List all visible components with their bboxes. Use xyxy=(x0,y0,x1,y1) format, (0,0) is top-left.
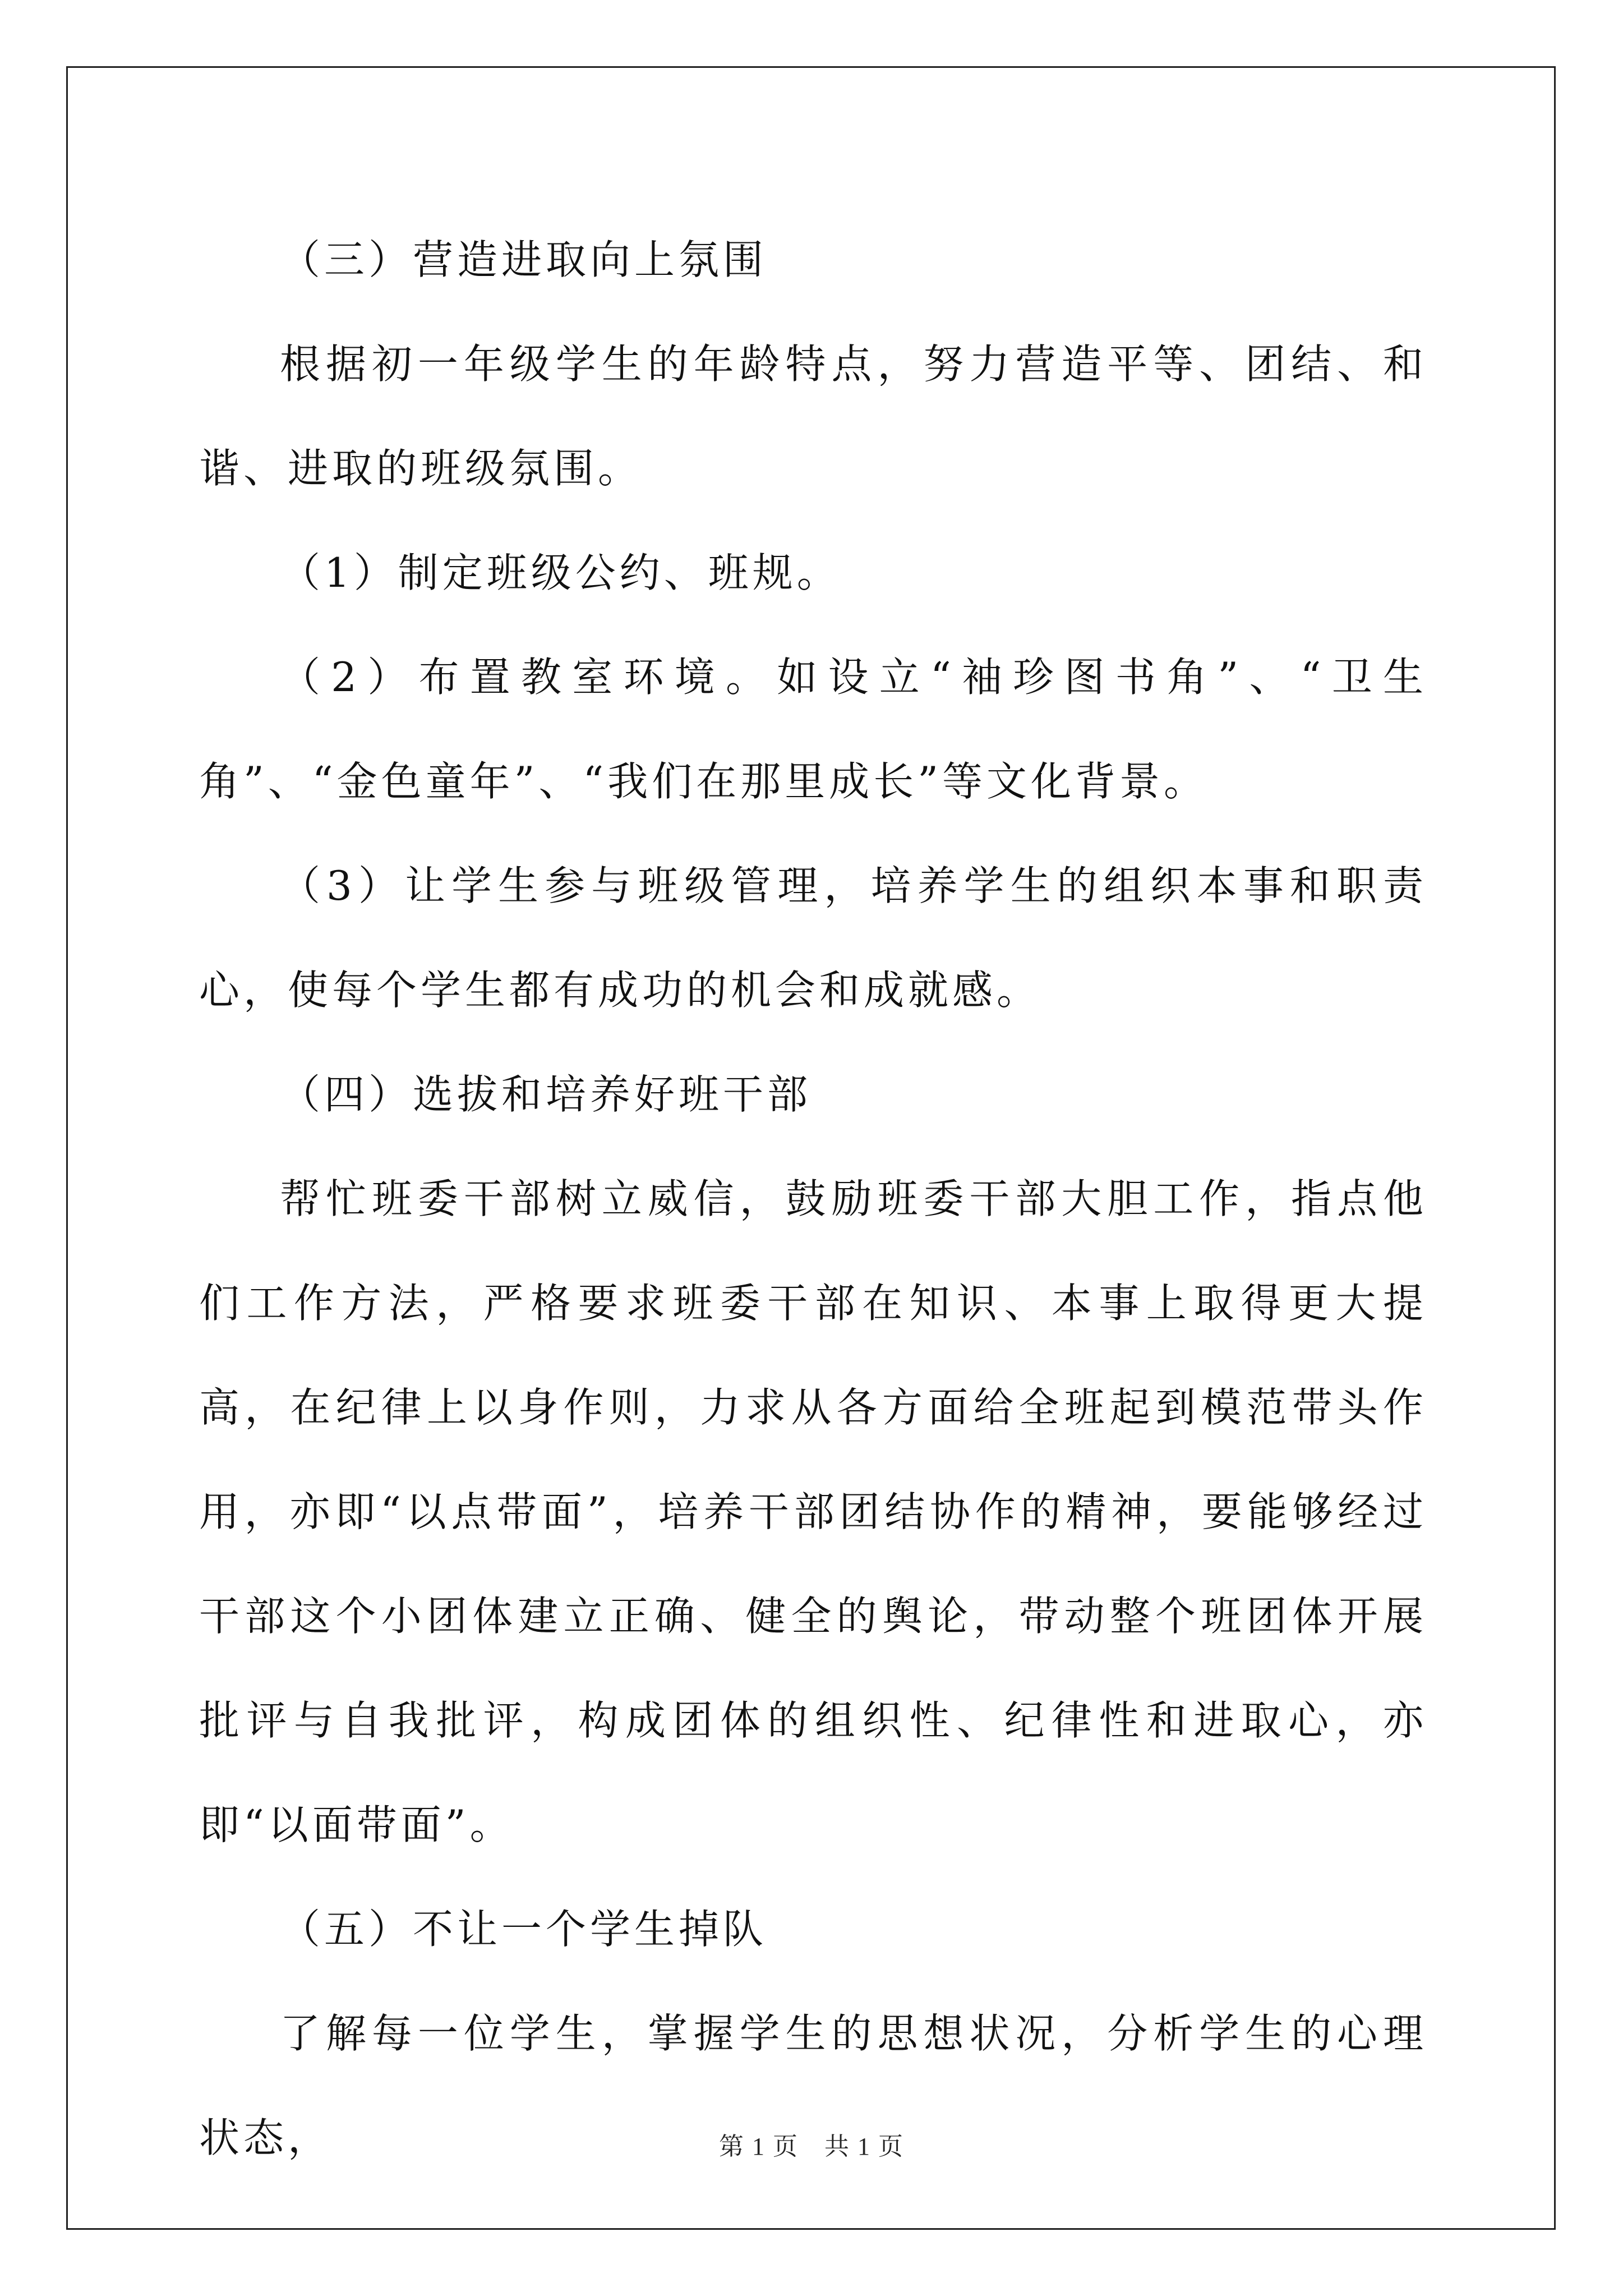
section-heading-5: （五）不让一个学生掉队 xyxy=(280,1906,768,1953)
page-number-footer: 第 1 页 共 1 页 xyxy=(719,2133,904,2160)
section-heading-4: （四）选拔和培养好班干部 xyxy=(280,1071,812,1118)
paragraph-item-2: （2）布置教室环境。如设立“袖珍图书角”、“卫生角”、“金色童年”、“我们在那里成长”等文化背景。 xyxy=(199,654,1427,805)
section-heading-3: （三）营造进取向上氛围 xyxy=(280,236,768,283)
paragraph-atmosphere-intro: 根据初一年级学生的年龄特点，努力营造平等、团结、和谐、进取的班级氛围。 xyxy=(199,341,1427,492)
paragraph-item-3: （3）让学生参与班级管理，培养学生的组织本事和职责心，使每个学生都有成功的机会和成就感。 xyxy=(199,862,1427,1014)
paragraph-every-student: 了解每一位学生，掌握学生的思想状况，分析学生的心理状态， xyxy=(199,2010,1427,2161)
document-body xyxy=(199,208,1427,2190)
paragraph-class-cadres: 帮忙班委干部树立威信，鼓励班委干部大胆工作，指点他们工作方法，严格要求班委干部在知识、本事上取得更大提高，在纪律上以身作则，力求从各方面给全班起到模范带头作用，亦即“以点带面”，培养干部团结协作的精神，要能够经过干部这个小团体建立正确、健全的舆论，带动整个班团体开展批评与自我批评，构成团体的组织性、纪律性和进取心，亦即“以面带面”。 xyxy=(199,1175,1427,1848)
paragraph-item-1: （1）制定班级公约、班规。 xyxy=(280,549,841,596)
